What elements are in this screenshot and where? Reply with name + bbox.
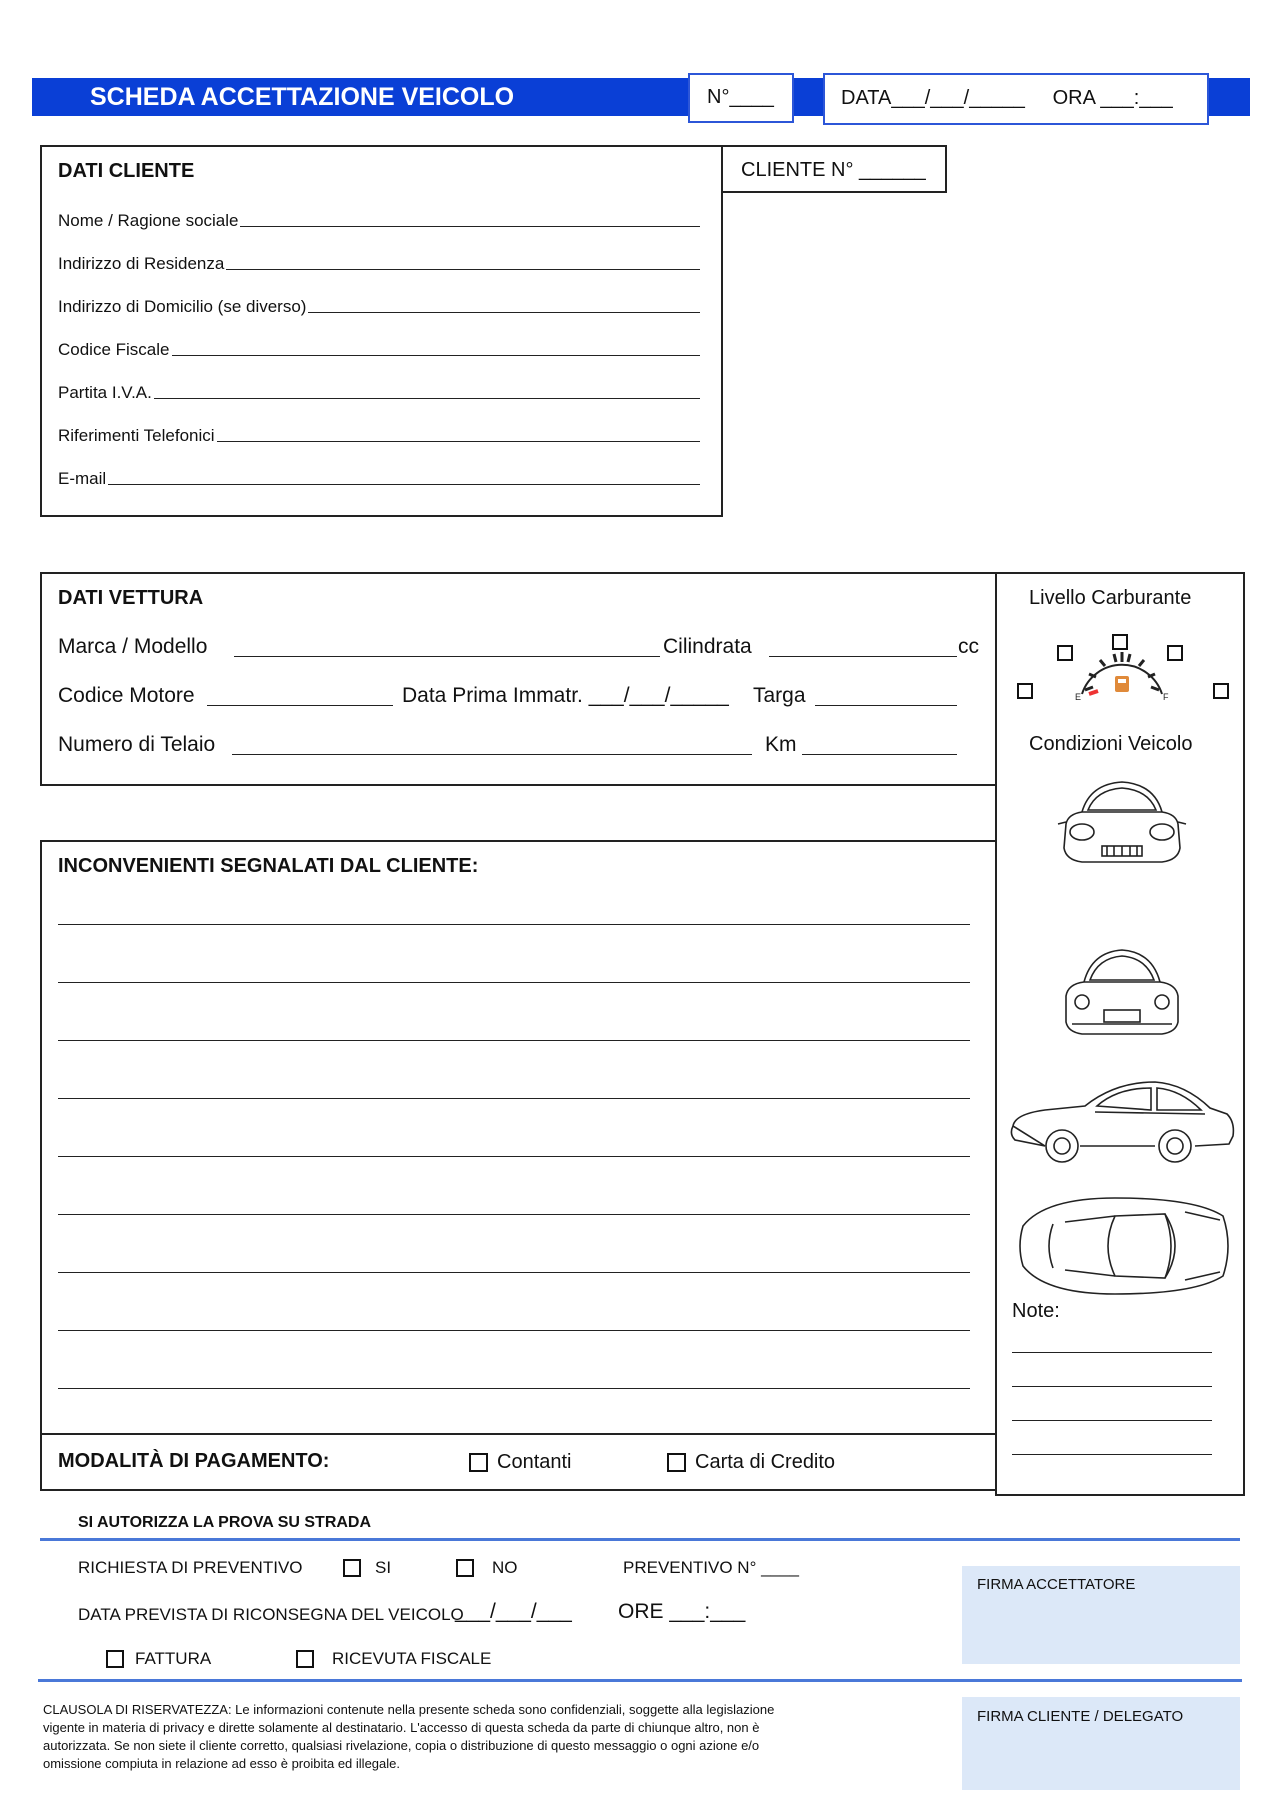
fuel-full-mark: F <box>1163 692 1169 702</box>
car-rear-icon[interactable] <box>1052 944 1192 1040</box>
client-field-input[interactable] <box>154 398 700 399</box>
chassis-field[interactable] <box>232 754 752 755</box>
car-side-icon[interactable] <box>1005 1074 1240 1174</box>
privacy-clause: CLAUSOLA DI RISERVATEZZA: Le informazioni contenute nella presente scheda sono confidenziali, soggette alla legislazione vigente in materia di privacy e dirette solamente al destinatario. L'accesso di questa scheda da parte di chiunque altro, non è autorizzata. Se non siete il cliente corretto, qualsiasi rivelazione, copia o distribuzione di questo messaggio o ogni azione e/o omissione compiuta in relazione ad esso è proibita ed illegale. <box>43 1702 775 1771</box>
client-field-label: E-mail <box>58 469 107 488</box>
estimate-no-checkbox[interactable] <box>456 1559 474 1577</box>
vehicle-section-title: DATI VETTURA <box>58 587 204 609</box>
page-title: SCHEDA ACCETTAZIONE VEICOLO <box>90 83 515 111</box>
engine-code-label: Codice Motore <box>58 684 195 707</box>
client-field-input[interactable] <box>108 484 700 485</box>
notes-line-1[interactable] <box>1012 1352 1212 1353</box>
estimate-no-label: NO <box>492 1558 518 1577</box>
km-field[interactable] <box>802 754 957 755</box>
road-test-authorization: SI AUTORIZZA LA PROVA SU STRADA <box>78 1514 372 1531</box>
issue-line[interactable] <box>58 1040 970 1041</box>
vehicle-condition-panel <box>995 572 1245 1496</box>
separator-bottom <box>38 1679 1242 1682</box>
issue-line[interactable] <box>58 1214 970 1215</box>
card-label: Carta di Credito <box>695 1451 836 1473</box>
make-model-field[interactable] <box>234 656 660 657</box>
client-field-label: Codice Fiscale <box>58 340 170 359</box>
invoice-label: FATTURA <box>135 1649 212 1668</box>
fuel-three-quarter-checkbox[interactable] <box>1167 645 1183 661</box>
fuel-full-checkbox[interactable] <box>1213 683 1229 699</box>
payment-title: MODALITÀ DI PAGAMENTO: <box>58 1450 330 1472</box>
car-front-icon[interactable] <box>1052 774 1192 870</box>
invoice-checkbox[interactable] <box>106 1650 124 1668</box>
client-field-label: Nome / Ragione sociale <box>58 211 239 230</box>
client-field-label: Partita I.V.A. <box>58 383 152 402</box>
return-date-label: DATA PREVISTA DI RICONSEGNA DEL VEICOLO <box>78 1605 464 1624</box>
client-field-input[interactable] <box>172 355 701 356</box>
notes-line-3[interactable] <box>1012 1420 1212 1421</box>
first-registration-field[interactable]: Data Prima Immatr. ___/___/_____ <box>402 684 729 707</box>
issue-line[interactable] <box>58 1272 970 1273</box>
client-number: CLIENTE N° ______ <box>741 159 926 181</box>
plate-field[interactable] <box>815 705 957 706</box>
receipt-label: RICEVUTA FISCALE <box>332 1649 492 1668</box>
return-date-field[interactable]: ___/___/___ <box>455 1600 572 1623</box>
card-checkbox[interactable] <box>667 1453 686 1472</box>
fuel-level-title: Livello Carburante <box>1029 587 1192 609</box>
issue-line[interactable] <box>58 1388 970 1389</box>
client-section-title: DATI CLIENTE <box>58 160 195 182</box>
client-number-box[interactable] <box>721 145 947 193</box>
date-time-field: DATA___/___/_____ ORA ___:___ <box>841 87 1173 109</box>
customer-issues-section <box>40 840 997 1436</box>
client-field-input[interactable] <box>226 269 700 270</box>
separator-top <box>40 1538 1240 1541</box>
client-field-input[interactable] <box>240 226 700 227</box>
estimate-number-field[interactable]: PREVENTIVO N° ____ <box>623 1558 799 1577</box>
client-field-input[interactable] <box>308 312 700 313</box>
fuel-empty-mark: E <box>1075 692 1082 702</box>
issue-line[interactable] <box>58 982 970 983</box>
client-signature-box[interactable] <box>962 1697 1240 1790</box>
issue-line[interactable] <box>58 1156 970 1157</box>
issue-line[interactable] <box>58 1098 970 1099</box>
chassis-label: Numero di Telaio <box>58 733 216 756</box>
client-field-row[interactable] <box>58 205 708 231</box>
estimate-request-label: RICHIESTA DI PREVENTIVO <box>78 1558 303 1577</box>
date-time-box[interactable] <box>823 73 1209 125</box>
acceptor-signature-box[interactable] <box>962 1566 1240 1664</box>
receipt-checkbox[interactable] <box>296 1650 314 1668</box>
engine-code-field[interactable] <box>207 705 393 706</box>
form-number: N°____ <box>707 86 774 108</box>
payment-section <box>40 1433 997 1491</box>
client-field-label: Riferimenti Telefonici <box>58 426 215 445</box>
make-model-label: Marca / Modello <box>58 635 208 658</box>
client-field-row[interactable] <box>58 420 708 446</box>
estimate-yes-checkbox[interactable] <box>343 1559 361 1577</box>
client-signature-label: FIRMA CLIENTE / DELEGATO <box>977 1708 1184 1725</box>
return-time-field[interactable]: ORE ___:___ <box>618 1600 746 1623</box>
estimate-yes-label: SI <box>375 1558 392 1577</box>
cc-unit: cc <box>958 635 979 658</box>
vehicle-condition-title: Condizioni Veicolo <box>1029 733 1193 755</box>
client-field-input[interactable] <box>217 441 700 442</box>
notes-line-4[interactable] <box>1012 1454 1212 1455</box>
fuel-quarter-checkbox[interactable] <box>1057 645 1073 661</box>
car-top-icon[interactable] <box>1005 1186 1240 1306</box>
client-field-row[interactable] <box>58 334 708 360</box>
issue-line[interactable] <box>58 924 970 925</box>
displacement-field[interactable] <box>769 656 957 657</box>
fuel-empty-checkbox[interactable] <box>1017 683 1033 699</box>
issues-section-title: INCONVENIENTI SEGNALATI DAL CLIENTE: <box>58 855 479 877</box>
acceptor-signature-label: FIRMA ACCETTATORE <box>977 1576 1136 1593</box>
km-label: Km <box>765 733 797 756</box>
client-field-row[interactable] <box>58 377 708 403</box>
fuel-half-checkbox[interactable] <box>1112 634 1128 650</box>
displacement-label: Cilindrata <box>663 635 752 658</box>
issue-line[interactable] <box>58 1330 970 1331</box>
client-field-label: Indirizzo di Domicilio (se diverso) <box>58 297 307 316</box>
cash-checkbox[interactable] <box>469 1453 488 1472</box>
client-data-section <box>40 145 723 517</box>
plate-label: Targa <box>753 684 806 707</box>
form-number-box[interactable] <box>688 73 794 123</box>
client-field-row[interactable] <box>58 291 708 317</box>
vehicle-data-section <box>40 572 997 786</box>
notes-line-2[interactable] <box>1012 1386 1212 1387</box>
client-field-label: Indirizzo di Residenza <box>58 254 225 273</box>
client-field-row[interactable] <box>58 248 708 274</box>
cash-label: Contanti <box>497 1451 572 1473</box>
client-field-row[interactable] <box>58 463 708 489</box>
notes-title: Note: <box>1012 1300 1060 1322</box>
